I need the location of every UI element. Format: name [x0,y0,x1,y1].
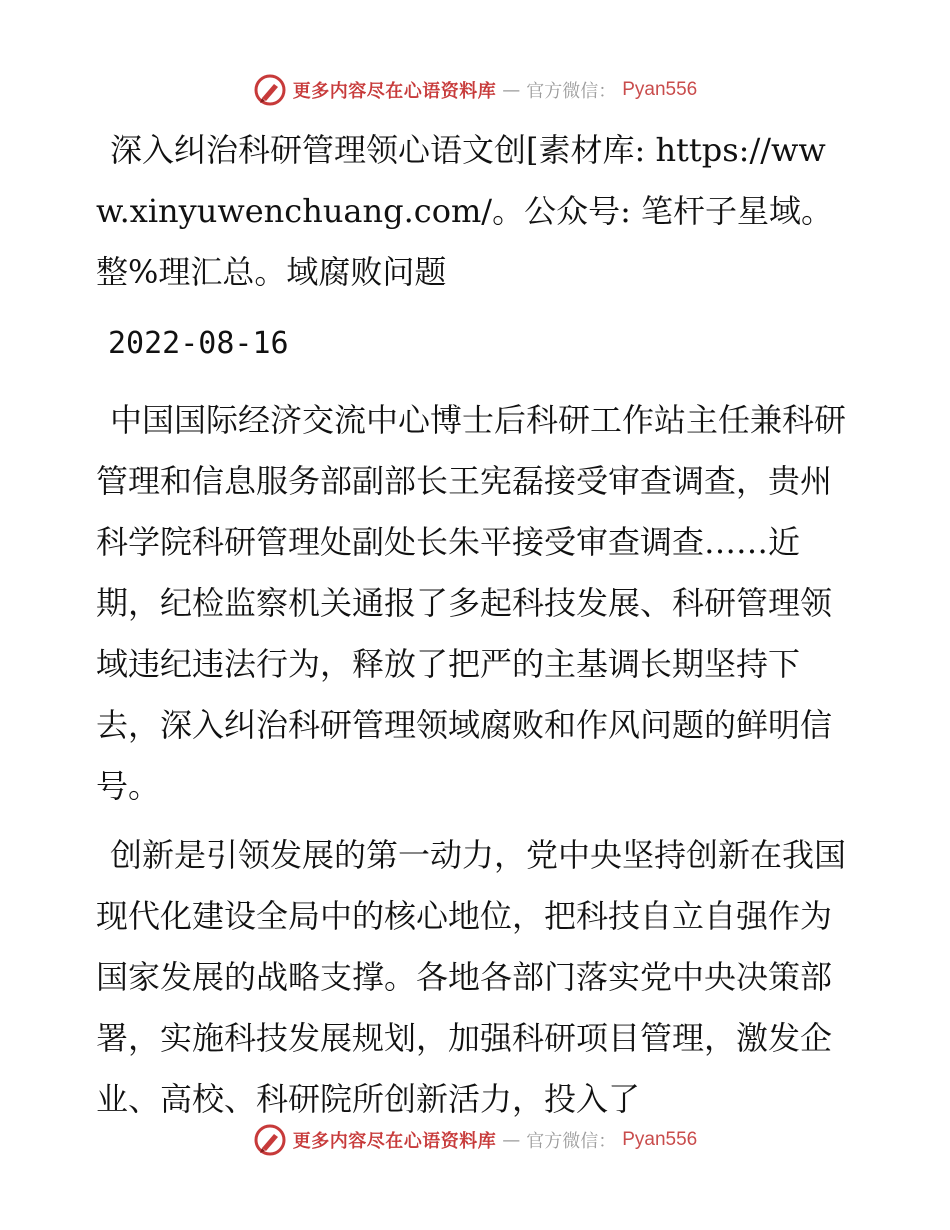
footer-banner [0,1122,950,1158]
banner-wechat-label: 官方微信： [526,81,617,102]
paragraph-2: 创新是引领发展的第一动力，党中央坚持创新在我国现代化建设全局中的核心地位，把科技自立自强作为国家发展的战略支撑。各地各部门落实党中央决策部署，实施科技发展规划，加强科研项目管理，激发企业、高校、科研院所创新活力，投入了 [96,836,847,1118]
article-date: 2022-08-16 [108,326,289,361]
paragraph-1: 中国国际经济交流中心博士后科研工作站主任兼科研管理和信息服务部副部长王宪磊接受审查调查，贵州科学院科研管理处副处长朱平接受审查调查……近期，纪检监察机关通报了多起科技发展、科研管理领域违纪违法行为，释放了把严的主基调长期坚持下去，深入纠治科研管理领域腐败和作风问题的鲜明信号。 [96,401,847,805]
header-banner [0,72,950,108]
banner-wechat-label: 官方微信： [526,1131,617,1152]
pen-logo-icon [253,73,287,107]
banner-separator: — [502,1129,521,1151]
banner-title: 更多内容尽在心语资料库 [292,1131,497,1152]
banner-title: 更多内容尽在心语资料库 [292,81,497,102]
banner-wechat-id: Pyan556 [622,1129,698,1150]
document-body [96,120,856,1138]
banner-wechat-id: Pyan556 [622,79,698,100]
banner-separator: — [502,79,521,101]
article-title: 深入纠治科研管理领心语文创[素材库: https://www.xinyuwenchuang.com/。公众号: 笔杆子星域。整%理汇总。域腐败问题 [96,131,834,291]
pen-logo-icon [253,1123,287,1157]
